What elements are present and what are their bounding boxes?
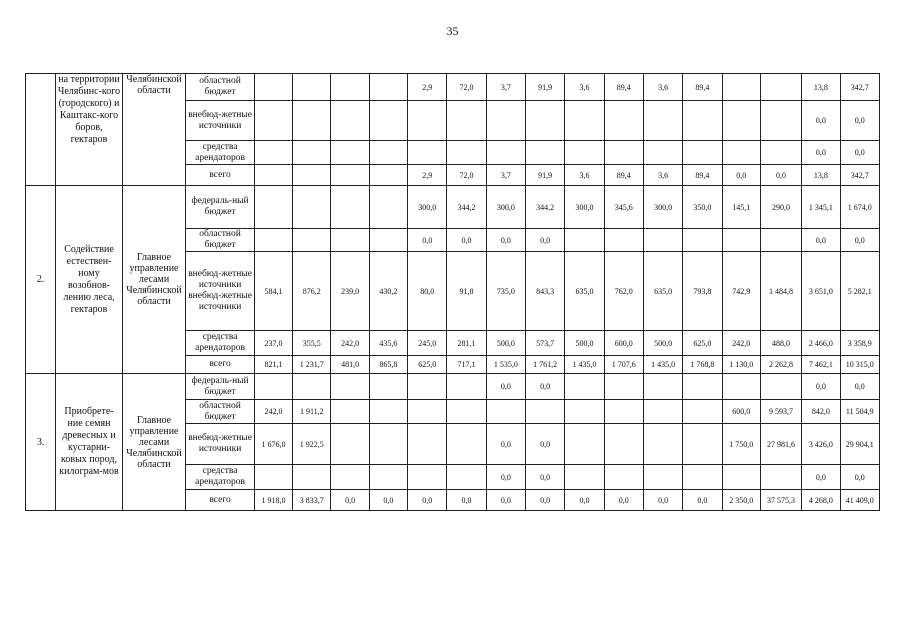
value-cell: 91,9: [526, 165, 565, 186]
value-cell: 10 315,0: [840, 356, 879, 374]
value-cell: 0,0: [840, 141, 879, 165]
value-cell: 3 833,7: [293, 490, 331, 511]
value-cell: 281,1: [447, 331, 486, 356]
value-cell: [408, 424, 447, 465]
value-cell: [565, 229, 604, 252]
value-cell: 0,0: [802, 374, 840, 400]
value-cell: 1 435,0: [643, 356, 682, 374]
value-cell: [604, 101, 643, 141]
value-cell: 1 768,8: [683, 356, 722, 374]
value-cell: [447, 465, 486, 490]
value-cell: 635,0: [565, 252, 604, 331]
table-row: [26, 186, 880, 229]
value-cell: [369, 400, 407, 424]
value-cell: 89,4: [683, 74, 722, 101]
value-cell: [565, 141, 604, 165]
value-cell: [722, 229, 760, 252]
value-cell: 80,0: [408, 252, 447, 331]
value-cell: [254, 165, 292, 186]
value-cell: 0,0: [486, 229, 525, 252]
value-cell: [604, 400, 643, 424]
activity-description: на территории Челябинс-кого (городского) и Каштакс-кого боров, гектаров: [56, 74, 123, 186]
value-cell: 481,0: [331, 356, 369, 374]
value-cell: [526, 400, 565, 424]
activity-description: Приобрете-ние семян древесных и кустарни-ковых пород, килограм-мов: [56, 374, 123, 511]
value-cell: [254, 374, 292, 400]
value-cell: 762,0: [604, 252, 643, 331]
value-cell: [565, 424, 604, 465]
value-cell: 0,0: [840, 229, 879, 252]
value-cell: 573,7: [526, 331, 565, 356]
value-cell: [447, 424, 486, 465]
value-cell: [683, 424, 722, 465]
value-cell: 4 268,0: [802, 490, 840, 511]
value-cell: 41 409,0: [840, 490, 879, 511]
value-cell: 0,0: [526, 465, 565, 490]
value-cell: [331, 165, 369, 186]
value-cell: 0,0: [802, 229, 840, 252]
value-cell: [408, 374, 447, 400]
value-cell: [254, 101, 292, 141]
value-cell: 1 535,0: [486, 356, 525, 374]
value-cell: 3 358,9: [840, 331, 879, 356]
value-cell: [760, 374, 801, 400]
value-cell: 0,0: [802, 465, 840, 490]
value-cell: 2 466,0: [802, 331, 840, 356]
value-cell: 3,6: [643, 165, 682, 186]
value-cell: [604, 141, 643, 165]
value-cell: [722, 141, 760, 165]
value-cell: 0,0: [840, 101, 879, 141]
value-cell: 342,7: [840, 74, 879, 101]
value-cell: [683, 465, 722, 490]
value-cell: 239,0: [331, 252, 369, 331]
value-cell: [254, 74, 292, 101]
value-cell: 1 750,0: [722, 424, 760, 465]
value-cell: 91,8: [447, 252, 486, 331]
value-cell: [526, 101, 565, 141]
value-cell: 290,0: [760, 186, 801, 229]
value-cell: [683, 229, 722, 252]
value-cell: 1 922,5: [293, 424, 331, 465]
funding-source: областной бюджет: [186, 400, 255, 424]
funding-source: средства арендаторов: [186, 331, 255, 356]
value-cell: [447, 374, 486, 400]
page-number: 35: [446, 24, 459, 38]
value-cell: [722, 465, 760, 490]
value-cell: [331, 229, 369, 252]
responsible-organization: Главное управление лесами Челябинской области: [122, 374, 186, 511]
value-cell: 37 575,3: [760, 490, 801, 511]
value-cell: 72,0: [447, 165, 486, 186]
value-cell: [486, 400, 525, 424]
value-cell: 842,0: [802, 400, 840, 424]
value-cell: 821,1: [254, 356, 292, 374]
value-cell: 0,0: [722, 165, 760, 186]
value-cell: 1 676,0: [254, 424, 292, 465]
value-cell: 625,0: [408, 356, 447, 374]
value-cell: 0,0: [447, 229, 486, 252]
value-cell: [447, 101, 486, 141]
value-cell: 300,0: [486, 186, 525, 229]
value-cell: 0,0: [408, 229, 447, 252]
value-cell: 0,0: [486, 465, 525, 490]
value-cell: 1 918,0: [254, 490, 292, 511]
value-cell: 3,7: [486, 74, 525, 101]
value-cell: 717,1: [447, 356, 486, 374]
value-cell: [447, 141, 486, 165]
value-cell: [369, 424, 407, 465]
value-cell: [760, 465, 801, 490]
value-cell: [565, 101, 604, 141]
value-cell: 843,3: [526, 252, 565, 331]
value-cell: 876,2: [293, 252, 331, 331]
value-cell: [408, 141, 447, 165]
value-cell: [254, 465, 292, 490]
value-cell: 1 484,8: [760, 252, 801, 331]
value-cell: [643, 101, 682, 141]
value-cell: 0,0: [802, 101, 840, 141]
value-cell: 242,0: [254, 400, 292, 424]
funding-source: областной бюджет: [186, 229, 255, 252]
value-cell: [683, 141, 722, 165]
value-cell: [683, 101, 722, 141]
funding-source: внебюд-жетные источники: [186, 101, 255, 141]
value-cell: 735,0: [486, 252, 525, 331]
value-cell: [683, 400, 722, 424]
value-cell: 0,0: [486, 490, 525, 511]
value-cell: 0,0: [447, 490, 486, 511]
funding-source: внебюд-жетные источники внебюд-жетные источники: [186, 252, 255, 331]
row-number: 3.: [26, 374, 56, 511]
value-cell: 0,0: [840, 465, 879, 490]
value-cell: 355,5: [293, 331, 331, 356]
value-cell: [604, 374, 643, 400]
table-row: [26, 374, 880, 400]
value-cell: [565, 374, 604, 400]
value-cell: 1 707,6: [604, 356, 643, 374]
value-cell: 237,0: [254, 331, 292, 356]
value-cell: [408, 101, 447, 141]
value-cell: [760, 229, 801, 252]
value-cell: 2 350,0: [722, 490, 760, 511]
value-cell: [565, 465, 604, 490]
value-cell: 0,0: [840, 374, 879, 400]
value-cell: 0,0: [408, 490, 447, 511]
value-cell: 242,0: [331, 331, 369, 356]
value-cell: 500,0: [486, 331, 525, 356]
funding-source: всего: [186, 490, 255, 511]
value-cell: [408, 465, 447, 490]
value-cell: [331, 465, 369, 490]
value-cell: 1 761,2: [526, 356, 565, 374]
value-cell: [408, 400, 447, 424]
value-cell: [643, 141, 682, 165]
value-cell: [293, 186, 331, 229]
value-cell: 1 231,7: [293, 356, 331, 374]
value-cell: 345,6: [604, 186, 643, 229]
value-cell: 7 462,1: [802, 356, 840, 374]
value-cell: 1 435,0: [565, 356, 604, 374]
value-cell: 72,0: [447, 74, 486, 101]
value-cell: 0,0: [604, 490, 643, 511]
value-cell: [565, 400, 604, 424]
funding-source: федераль-ный бюджет: [186, 374, 255, 400]
value-cell: [369, 101, 407, 141]
value-cell: 350,0: [683, 186, 722, 229]
value-cell: [643, 424, 682, 465]
value-cell: 2,9: [408, 74, 447, 101]
row-number: 2.: [26, 186, 56, 374]
value-cell: [722, 101, 760, 141]
value-cell: 344,2: [526, 186, 565, 229]
value-cell: 300,0: [643, 186, 682, 229]
value-cell: 344,2: [447, 186, 486, 229]
value-cell: [604, 424, 643, 465]
value-cell: 1 130,0: [722, 356, 760, 374]
value-cell: 300,0: [408, 186, 447, 229]
value-cell: 793,8: [683, 252, 722, 331]
value-cell: 3 651,0: [802, 252, 840, 331]
value-cell: 0,0: [760, 165, 801, 186]
value-cell: 435,6: [369, 331, 407, 356]
value-cell: [760, 141, 801, 165]
value-cell: 2,9: [408, 165, 447, 186]
value-cell: 11 504,9: [840, 400, 879, 424]
value-cell: [331, 101, 369, 141]
value-cell: 342,7: [840, 165, 879, 186]
funding-source: внебюд-жетные источники: [186, 424, 255, 465]
value-cell: 0,0: [526, 490, 565, 511]
value-cell: [486, 101, 525, 141]
value-cell: [369, 374, 407, 400]
value-cell: 0,0: [331, 490, 369, 511]
value-cell: [293, 374, 331, 400]
value-cell: 635,0: [643, 252, 682, 331]
value-cell: 3,6: [565, 74, 604, 101]
value-cell: [331, 141, 369, 165]
responsible-organization: Главное управление лесами Челябинской области: [122, 186, 186, 374]
funding-source: федераль-ный бюджет: [186, 186, 255, 229]
value-cell: 1 345,1: [802, 186, 840, 229]
funding-source: областной бюджет: [186, 74, 255, 101]
value-cell: 0,0: [526, 229, 565, 252]
value-cell: 488,0: [760, 331, 801, 356]
value-cell: 742,9: [722, 252, 760, 331]
value-cell: [293, 229, 331, 252]
value-cell: [447, 400, 486, 424]
value-cell: [293, 141, 331, 165]
value-cell: 600,0: [604, 331, 643, 356]
value-cell: [369, 74, 407, 101]
value-cell: [331, 74, 369, 101]
value-cell: [526, 141, 565, 165]
value-cell: [722, 374, 760, 400]
value-cell: 3,6: [565, 165, 604, 186]
activity-description: Содействие естествен-ному возобнов-лению леса, гектаров: [56, 186, 123, 374]
value-cell: 0,0: [486, 374, 525, 400]
value-cell: 245,0: [408, 331, 447, 356]
value-cell: [760, 101, 801, 141]
value-cell: 2 262,8: [760, 356, 801, 374]
value-cell: [331, 374, 369, 400]
value-cell: [369, 465, 407, 490]
value-cell: 600,0: [722, 400, 760, 424]
value-cell: 9 593,7: [760, 400, 801, 424]
value-cell: 300,0: [565, 186, 604, 229]
value-cell: 0,0: [565, 490, 604, 511]
value-cell: 500,0: [643, 331, 682, 356]
value-cell: 0,0: [643, 490, 682, 511]
funding-source: всего: [186, 356, 255, 374]
value-cell: [683, 374, 722, 400]
value-cell: [643, 374, 682, 400]
value-cell: 865,8: [369, 356, 407, 374]
value-cell: 584,1: [254, 252, 292, 331]
value-cell: 27 981,6: [760, 424, 801, 465]
budget-table: [25, 73, 880, 511]
value-cell: [722, 74, 760, 101]
value-cell: [254, 229, 292, 252]
value-cell: [293, 101, 331, 141]
value-cell: [293, 74, 331, 101]
value-cell: 13,8: [802, 74, 840, 101]
value-cell: [331, 424, 369, 465]
value-cell: [643, 465, 682, 490]
value-cell: 91,9: [526, 74, 565, 101]
value-cell: [643, 400, 682, 424]
value-cell: 89,4: [604, 74, 643, 101]
value-cell: 3,7: [486, 165, 525, 186]
value-cell: 500,0: [565, 331, 604, 356]
value-cell: 242,0: [722, 331, 760, 356]
value-cell: 0,0: [802, 141, 840, 165]
value-cell: [760, 74, 801, 101]
value-cell: 5 282,1: [840, 252, 879, 331]
value-cell: 145,1: [722, 186, 760, 229]
responsible-organization: Челябинской области: [122, 74, 186, 186]
value-cell: [604, 465, 643, 490]
value-cell: 89,4: [604, 165, 643, 186]
value-cell: 0,0: [683, 490, 722, 511]
value-cell: 0,0: [369, 490, 407, 511]
value-cell: [643, 229, 682, 252]
value-cell: 1 911,2: [293, 400, 331, 424]
value-cell: 0,0: [526, 424, 565, 465]
value-cell: [331, 400, 369, 424]
value-cell: [369, 141, 407, 165]
funding-source: средства арендаторов: [186, 141, 255, 165]
value-cell: 13,8: [802, 165, 840, 186]
value-cell: [369, 186, 407, 229]
value-cell: 29 904,1: [840, 424, 879, 465]
value-cell: [331, 186, 369, 229]
value-cell: [486, 141, 525, 165]
value-cell: 625,0: [683, 331, 722, 356]
funding-source: всего: [186, 165, 255, 186]
value-cell: 0,0: [526, 374, 565, 400]
value-cell: 1 674,0: [840, 186, 879, 229]
row-number: [26, 74, 56, 186]
value-cell: [369, 229, 407, 252]
value-cell: 430,2: [369, 252, 407, 331]
value-cell: 3,6: [643, 74, 682, 101]
value-cell: [604, 229, 643, 252]
value-cell: [369, 165, 407, 186]
value-cell: 0,0: [486, 424, 525, 465]
table-row: [26, 74, 880, 101]
value-cell: 3 426,0: [802, 424, 840, 465]
value-cell: [254, 141, 292, 165]
funding-source: средства арендаторов: [186, 465, 255, 490]
value-cell: [293, 165, 331, 186]
value-cell: 89,4: [683, 165, 722, 186]
value-cell: [254, 186, 292, 229]
value-cell: [293, 465, 331, 490]
